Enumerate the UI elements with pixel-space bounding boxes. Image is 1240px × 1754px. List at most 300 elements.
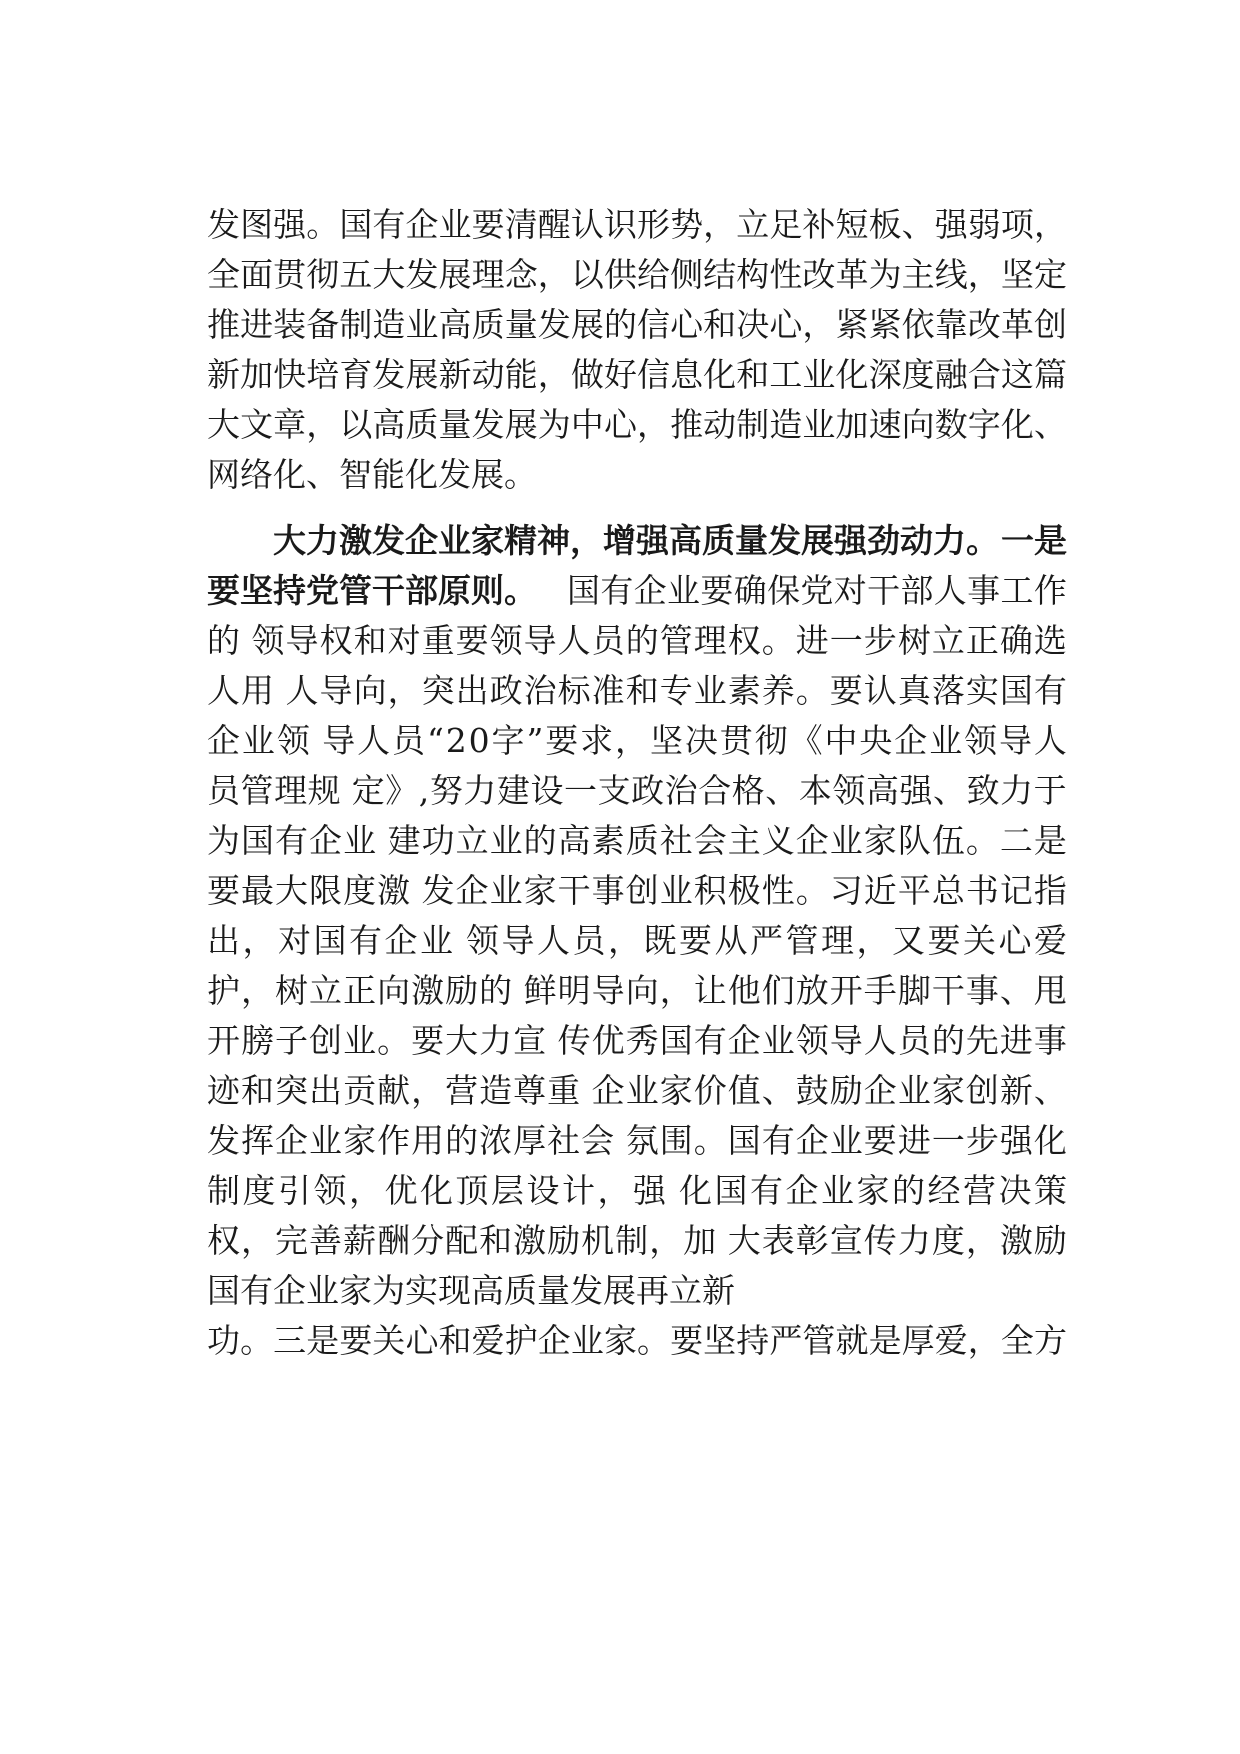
glyph: 励 [829, 1071, 863, 1110]
glyph: 一 [931, 1121, 965, 1160]
glyph: 激 [411, 971, 445, 1010]
glyph: 重 [547, 1071, 591, 1110]
glyph: 质 [471, 305, 505, 344]
glyph: 准 [591, 671, 625, 710]
glyph: 作 [1033, 571, 1067, 610]
paragraph-2 [207, 516, 1067, 1366]
text-line [207, 716, 1067, 766]
glyph: 发 [421, 871, 455, 910]
glyph: 心 [603, 405, 637, 444]
glyph: 家 [523, 871, 557, 910]
glyph: 有 [750, 1171, 783, 1210]
glyph: 氛 [625, 1121, 659, 1160]
glyph: 为 [207, 821, 240, 860]
glyph: 限 [309, 871, 343, 910]
glyph: 突 [421, 671, 455, 710]
glyph: 家 [659, 1071, 693, 1110]
glyph: 献 [377, 1071, 411, 1110]
glyph: 经 [927, 1171, 961, 1210]
glyph: 业 [438, 205, 472, 244]
glyph: 有 [761, 1121, 795, 1160]
glyph: 业 [929, 721, 963, 760]
glyph: 出 [207, 921, 240, 960]
glyph: 计 [562, 1171, 595, 1210]
glyph: 贯 [273, 255, 307, 294]
glyph: 以 [570, 255, 604, 294]
glyph: 领 [489, 621, 523, 660]
glyph: 国 [714, 1171, 748, 1210]
glyph: 高 [557, 821, 591, 860]
glyph: 对 [278, 921, 311, 960]
glyph: 功 [421, 821, 455, 860]
glyph: 记 [999, 871, 1033, 910]
glyph: 做 [570, 355, 604, 394]
glyph: 迹 [207, 1071, 240, 1110]
glyph: 大 [275, 871, 309, 910]
glyph: 确 [999, 621, 1033, 660]
glyph: 确 [733, 571, 767, 610]
glyph: 秀 [625, 1021, 659, 1060]
glyph: 贡 [343, 1071, 377, 1110]
glyph: 定 [1033, 255, 1067, 294]
glyph: 总 [931, 871, 965, 910]
glyph: ， [241, 1221, 275, 1260]
glyph: 导 [285, 621, 319, 660]
glyph: 有 [372, 205, 406, 244]
glyph: 立 [736, 205, 770, 244]
glyph: 近 [863, 871, 897, 910]
glyph: 国 [659, 1021, 693, 1060]
glyph: ， [649, 1221, 683, 1260]
glyph: 量 [438, 405, 472, 444]
glyph: 用 [411, 1121, 445, 1160]
glyph: 政 [489, 671, 523, 710]
glyph: 中 [824, 721, 858, 760]
glyph: 选 [1033, 621, 1067, 660]
glyph: 部 [900, 571, 934, 610]
glyph: 最 [241, 871, 275, 910]
glyph: 励 [547, 1221, 581, 1260]
glyph: 国 [339, 205, 373, 244]
glyph: 策 [1034, 1171, 1067, 1210]
glyph: 主 [727, 821, 761, 860]
glyph: 激 [377, 871, 421, 910]
glyph: 积 [693, 871, 727, 910]
glyph: 这 [1000, 355, 1034, 394]
glyph: 章 [273, 405, 307, 444]
glyph: 决 [736, 305, 770, 344]
glyph: 决 [998, 1171, 1032, 1210]
glyph: 的 [603, 305, 637, 344]
glyph: 理 [471, 255, 505, 294]
glyph: 要 [339, 1321, 373, 1360]
glyph: 开 [829, 971, 863, 1010]
glyph: 业 [405, 305, 439, 344]
glyph: 步 [863, 621, 897, 660]
glyph: 导 [591, 971, 625, 1010]
glyph: 国 [313, 921, 347, 960]
glyph: 能 [504, 355, 538, 394]
glyph: 发 [405, 255, 439, 294]
sub-heading-line [207, 566, 1067, 616]
glyph: 薪 [343, 1221, 377, 1260]
glyph: 发 [207, 205, 240, 244]
glyph: 快 [273, 355, 307, 394]
glyph: 。 [306, 205, 340, 244]
glyph: 加 [240, 355, 274, 394]
glyph: 树 [275, 971, 309, 1010]
glyph: 于 [1033, 771, 1067, 810]
glyph: 要 [411, 1021, 445, 1060]
glyph: 企 [785, 1171, 819, 1210]
glyph: 治 [523, 671, 557, 710]
glyph: 革 [1000, 305, 1034, 344]
glyph: 企 [207, 721, 240, 760]
glyph: 融 [934, 355, 968, 394]
glyph: 决 [684, 721, 718, 760]
glyph: 实 [965, 671, 999, 710]
glyph: 发 [537, 305, 571, 344]
glyph: 。 [965, 821, 999, 860]
glyph: 员 [392, 721, 426, 760]
glyph: 紧 [835, 305, 869, 344]
glyph: 数 [934, 405, 968, 444]
glyph: 是 [1033, 821, 1067, 860]
glyph: 企 [537, 1321, 571, 1360]
heading-line [207, 516, 1067, 566]
glyph: 规 [307, 771, 352, 810]
glyph: 宣 [829, 1221, 863, 1260]
glyph: 企 [455, 871, 489, 910]
glyph: 企 [633, 571, 667, 610]
glyph: 出 [455, 671, 489, 710]
glyph: 业 [802, 355, 836, 394]
glyph: 强 [273, 205, 307, 244]
glyph: 正 [343, 971, 377, 1010]
glyph: 和 [438, 1321, 472, 1360]
glyph: 字 [491, 721, 525, 760]
glyph: 醒 [537, 205, 571, 244]
glyph: 量 [504, 305, 538, 344]
glyph: 彻 [306, 255, 340, 294]
glyph: 激 [999, 1221, 1033, 1260]
glyph: 企 [591, 1071, 625, 1110]
glyph: 、 [901, 205, 935, 244]
glyph: 0 [468, 721, 490, 760]
glyph: 树 [897, 621, 931, 660]
glyph: 领 [251, 621, 285, 660]
glyph: 建 [496, 771, 530, 810]
glyph: 业 [343, 821, 387, 860]
glyph: 优 [591, 1021, 625, 1060]
glyph: 坚 [703, 1321, 737, 1360]
glyph: 事 [965, 971, 999, 1010]
glyph: 素 [727, 671, 761, 710]
glyph: 要 [700, 571, 734, 610]
glyph: 营 [445, 1071, 479, 1110]
glyph: 高 [865, 771, 899, 810]
glyph: 《 [789, 721, 823, 760]
section-heading: 大力激发企业家精神，增强高质量发展强劲动力。 [273, 521, 999, 560]
glyph: 会 [693, 821, 727, 860]
glyph: 指 [1033, 871, 1067, 910]
glyph: 业 [829, 1121, 863, 1160]
glyph: 三 [273, 1321, 307, 1360]
glyph: 制 [207, 1171, 240, 1210]
glyph: 。 [693, 1121, 727, 1160]
glyph: 员 [897, 1021, 931, 1060]
glyph: 。 [240, 1321, 274, 1360]
glyph: 放 [795, 971, 829, 1010]
glyph: 事 [1033, 1021, 1067, 1060]
text-line [207, 300, 1067, 350]
glyph: 动 [471, 355, 505, 394]
glyph: 义 [761, 821, 795, 860]
glyph: 层 [491, 1171, 524, 1210]
glyph: 推 [670, 405, 704, 444]
glyph: 一 [564, 771, 598, 810]
glyph: 厚 [901, 1321, 935, 1360]
text-line [207, 766, 1067, 816]
glyph: 。 [761, 621, 795, 660]
glyph: 有 [349, 921, 382, 960]
glyph: 的 [892, 1171, 925, 1210]
glyph: 伍 [931, 821, 965, 860]
glyph: 向 [353, 671, 387, 710]
glyph: 领 [276, 721, 321, 760]
glyph: 立 [931, 621, 965, 660]
glyph: 短 [835, 205, 869, 244]
glyph: 化 [679, 1171, 712, 1210]
glyph: 心 [998, 921, 1032, 960]
glyph: 和 [241, 1071, 275, 1110]
glyph: 的 [625, 621, 659, 660]
glyph: 力 [463, 771, 497, 810]
glyph: 培 [306, 355, 340, 394]
glyph: 国 [999, 671, 1033, 710]
glyph: 保 [767, 571, 801, 610]
glyph: ， [965, 1221, 999, 1260]
text-line [207, 966, 1067, 1016]
glyph: 是 [868, 1321, 902, 1360]
glyph: 导 [501, 921, 535, 960]
text-line [207, 250, 1067, 300]
glyph: ， [1033, 205, 1067, 244]
glyph: 化 [835, 355, 869, 394]
glyph: 价 [693, 1071, 727, 1110]
glyph: 高 [372, 405, 406, 444]
glyph: 业 [420, 921, 464, 960]
glyph: 板 [868, 205, 902, 244]
glyph: 治 [664, 771, 698, 810]
glyph: 人 [863, 1021, 897, 1060]
glyph: 心 [769, 305, 803, 344]
glyph: 央 [859, 721, 893, 760]
glyph: 新 [207, 355, 240, 394]
glyph: 推 [207, 305, 240, 344]
glyph: 挥 [241, 1121, 275, 1160]
glyph: 落 [931, 671, 965, 710]
glyph: 理 [693, 621, 727, 660]
glyph: 二 [999, 821, 1033, 860]
glyph: 。 [795, 671, 829, 710]
glyph: 坚 [649, 721, 683, 760]
glyph: 鲜 [523, 971, 557, 1010]
glyph: 度 [343, 871, 377, 910]
glyph: 贯 [719, 721, 753, 760]
glyph: 动 [703, 405, 737, 444]
glyph: 关 [372, 1321, 406, 1360]
glyph: 作 [377, 1121, 411, 1160]
glyph: 的 [207, 621, 251, 660]
glyph: 大 [727, 1221, 761, 1260]
glyph: 理 [821, 921, 854, 960]
glyph: ， [608, 921, 641, 960]
glyph: 表 [761, 1221, 795, 1260]
glyph: ， [967, 1321, 1001, 1360]
glyph: 2 [445, 721, 467, 760]
glyph: 企 [275, 1121, 309, 1160]
glyph: 业 [489, 821, 523, 860]
glyph: 革 [835, 255, 869, 294]
text-line [207, 200, 1067, 250]
glyph: 让 [693, 971, 727, 1010]
glyph: 创 [309, 1021, 343, 1060]
text-segment [567, 566, 1067, 616]
glyph: 员 [591, 621, 625, 660]
glyph: 工 [1000, 571, 1034, 610]
glyph: ， [349, 1171, 382, 1210]
glyph: 信 [637, 305, 671, 344]
glyph: “ [426, 721, 444, 760]
glyph: 步 [965, 1121, 999, 1160]
text-line [207, 350, 1067, 400]
glyph: 权 [727, 621, 761, 660]
glyph: 定 [351, 771, 385, 810]
glyph: 善 [309, 1221, 343, 1260]
glyph: 用 [241, 671, 285, 710]
glyph: 格 [731, 771, 765, 810]
glyph: 业 [667, 571, 701, 610]
glyph: 业 [489, 871, 523, 910]
glyph: ， [537, 255, 571, 294]
glyph: 性 [769, 255, 803, 294]
glyph: 补 [802, 205, 836, 244]
glyph: 业 [625, 1071, 659, 1110]
glyph: 人 [557, 621, 591, 660]
glyph: 有 [693, 1021, 727, 1060]
glyph: 浓 [479, 1121, 513, 1160]
glyph: 改 [967, 305, 1001, 344]
glyph: ， [856, 921, 890, 960]
glyph: 和 [625, 671, 659, 710]
glyph: 领 [466, 921, 499, 960]
glyph: 业 [343, 1021, 377, 1060]
glyph: 加 [835, 405, 869, 444]
glyph: 息 [670, 355, 704, 394]
glyph: 育 [339, 355, 373, 394]
glyph: 社 [547, 1121, 581, 1160]
glyph: 管 [659, 621, 693, 660]
glyph: , [418, 771, 430, 810]
glyph: 改 [802, 255, 836, 294]
glyph: 引 [278, 1171, 311, 1210]
glyph: 励 [445, 971, 479, 1010]
glyph: 机 [581, 1221, 615, 1260]
glyph: 护 [504, 1321, 538, 1360]
glyph: 为 [868, 255, 902, 294]
glyph: 文 [240, 405, 274, 444]
glyph: 传 [863, 1221, 897, 1260]
text-line [207, 666, 1067, 716]
glyph: 构 [736, 255, 770, 294]
text-line [207, 1216, 1067, 1266]
glyph: 业 [897, 1071, 931, 1110]
glyph: 管 [240, 771, 274, 810]
glyph: 装 [273, 305, 307, 344]
glyph: 业 [829, 821, 863, 860]
glyph: 权 [207, 1221, 240, 1260]
glyph: 向 [901, 405, 935, 444]
glyph: 强 [934, 205, 968, 244]
glyph: 以 [339, 405, 373, 444]
glyph: 尊 [513, 1071, 547, 1110]
glyph: ， [703, 205, 737, 244]
glyph: 酬 [377, 1221, 411, 1260]
glyph: ， [537, 355, 571, 394]
glyph: 功 [207, 1321, 240, 1360]
glyph: 事 [967, 571, 1001, 610]
glyph: 鼓 [795, 1071, 829, 1110]
glyph: ， [967, 255, 1001, 294]
glyph: 进 [897, 1121, 931, 1160]
glyph: 和 [479, 1221, 513, 1260]
glyph: ， [411, 1071, 445, 1110]
glyph: 、 [761, 1071, 795, 1110]
glyph: 创 [625, 871, 659, 910]
glyph: 度 [901, 355, 935, 394]
glyph: 形 [637, 205, 671, 244]
glyph: 备 [306, 305, 340, 344]
text-line [207, 1166, 1067, 1216]
glyph: 全 [207, 255, 240, 294]
glyph: 企 [727, 1021, 761, 1060]
glyph: 发 [471, 405, 505, 444]
text-line [207, 1116, 1067, 1166]
glyph: 化 [420, 1171, 453, 1210]
glyph: 进 [999, 1021, 1033, 1060]
glyph: 员 [572, 921, 606, 960]
glyph: 展 [405, 355, 439, 394]
glyph: 政 [631, 771, 665, 810]
glyph: 人 [537, 921, 570, 960]
glyph: 的 [445, 1121, 479, 1160]
glyph: 国 [567, 571, 600, 610]
glyph: 造 [372, 305, 406, 344]
glyph: 国 [241, 821, 275, 860]
glyph: ， [802, 305, 836, 344]
glyph: 领 [313, 1171, 347, 1210]
glyph: 严 [769, 1321, 803, 1360]
glyph: 突 [275, 1071, 309, 1110]
glyph: 导 [523, 621, 557, 660]
glyph: 五 [339, 255, 373, 294]
glyph: 导 [319, 671, 353, 710]
glyph: 质 [625, 821, 659, 860]
glyph: 他 [727, 971, 761, 1010]
glyph: 化 [1033, 1121, 1067, 1160]
glyph: 业 [761, 1021, 795, 1060]
